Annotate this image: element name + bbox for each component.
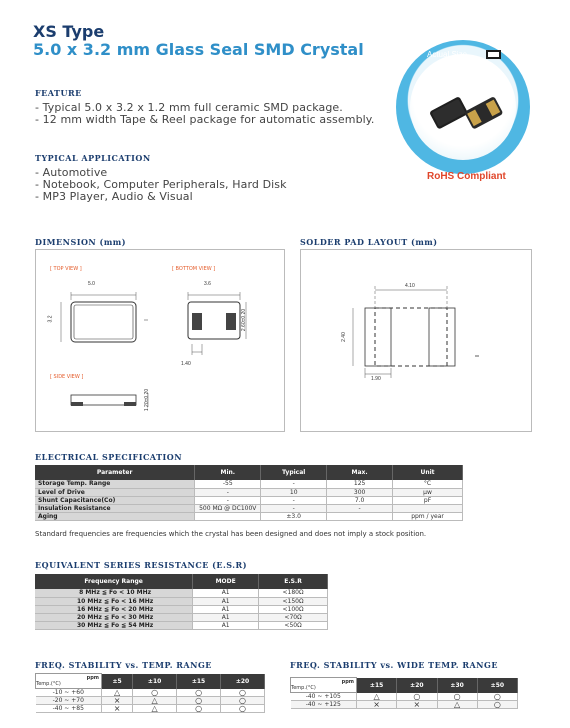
column-header: ±15 <box>177 674 221 689</box>
freq-wide-heading: FREQ. STABILITY vs. WIDE TEMP. RANGE <box>290 660 498 670</box>
electrical-heading: ELECTRICAL SPECIFICATION <box>35 452 183 462</box>
dimension-drawing <box>36 250 286 433</box>
table-row: 16 MHz ≦ Fo < 20 MHz A1 <100Ω <box>35 605 328 613</box>
feature-heading: FEATURE <box>35 88 82 98</box>
application-list <box>35 167 287 203</box>
pad-width-dim: 1.40 <box>181 361 191 367</box>
table-row: -40 ~ +105 △ ○ ○ ○ <box>291 693 518 701</box>
feature-item: - Typical 5.0 x 3.2 x 1.2 mm full ceramic SMD package. <box>35 101 343 114</box>
column-header: ±20 <box>221 674 265 689</box>
top-view-label: [ TOP VIEW ] <box>50 266 82 272</box>
solder-height-dim: 2.40 <box>340 332 347 342</box>
column-header: ±50 <box>477 678 517 693</box>
esr-table <box>35 574 328 630</box>
table-row: Level of Drive - 10 300 μw <box>35 488 463 496</box>
column-header: ±20 <box>397 678 437 693</box>
solder-span-dim: 4.10 <box>405 283 415 289</box>
column-header: Frequency Range <box>35 574 193 589</box>
electrical-table <box>35 465 463 521</box>
application-item: - Notebook, Computer Peripherals, Hard Disk <box>35 178 287 191</box>
actual-size-label: Actual Size <box>427 50 468 59</box>
solder-drawing <box>301 250 533 433</box>
column-header: Min. <box>195 465 261 480</box>
table-row: 8 MHz ≦ Fo < 10 MHz A1 <180Ω <box>35 589 328 597</box>
column-header: ±10 <box>133 674 177 689</box>
column-header: Parameter <box>35 465 195 480</box>
column-header: ±15 <box>357 678 397 693</box>
freq-wide-table <box>290 677 518 709</box>
dimension-heading: DIMENSION (mm) <box>35 237 127 247</box>
bottom-width-dim: 3.6 <box>204 281 211 287</box>
bottom-view-label: [ BOTTOM VIEW ] <box>172 266 216 272</box>
table-row: Aging ±3.0 ppm / year <box>35 512 463 520</box>
application-item: - MP3 Player, Audio & Visual <box>35 190 193 203</box>
corner-ppm: ppm <box>86 675 99 681</box>
column-header: ±30 <box>437 678 477 693</box>
crystal-photo-icon <box>396 40 530 174</box>
electrical-note: Standard frequencies are frequencies which the crystal has been designed and does not imply a stock position. <box>35 530 427 538</box>
bottom-height-dim: 2.60±0.20 <box>241 308 248 332</box>
table-row: -40 ~ +85 × △ ○ ○ <box>36 705 265 713</box>
product-type-title: XS Type <box>33 22 105 41</box>
table-row: -10 ~ +60 △ ○ ○ ○ <box>36 689 265 697</box>
column-header: MODE <box>193 574 259 589</box>
actual-size-box-icon <box>486 50 501 59</box>
table-row: -40 ~ +125 × × △ ○ <box>291 701 518 709</box>
solder-diagram <box>300 249 532 432</box>
column-header: Typical <box>261 465 327 480</box>
corner-ppm: ppm <box>341 679 354 685</box>
table-row: Storage Temp. Range -55 - 125 °C <box>35 480 463 488</box>
table-row: Insulation Resistance 500 MΩ @ DC100V - - <box>35 504 463 512</box>
product-subtitle: 5.0 x 3.2 mm Glass Seal SMD Crystal <box>33 40 364 59</box>
side-view-label: [ SIDE VIEW ] <box>50 374 84 380</box>
application-heading: TYPICAL APPLICATION <box>35 153 151 163</box>
corner-temp: Temp.(°C) <box>36 681 61 687</box>
table-row: Shunt Capacitance(Co) - - 7.0 pF <box>35 496 463 504</box>
column-header: ±5 <box>102 674 133 689</box>
table-row: 10 MHz ≦ Fo < 16 MHz A1 <150Ω <box>35 597 328 605</box>
solder-pad-dim: 1.90 <box>371 376 381 382</box>
top-width-dim: 5.0 <box>88 281 95 287</box>
corner-temp: Temp.(°C) <box>291 685 316 691</box>
table-row: -20 ~ +70 × △ ○ ○ <box>36 697 265 705</box>
freq-stability-table <box>35 673 265 713</box>
dimension-diagram <box>35 249 285 432</box>
column-header: Max. <box>327 465 393 480</box>
top-height-dim: 3.2 <box>47 315 54 323</box>
column-header: Unit <box>393 465 463 480</box>
rohs-label: RoHS Compliant <box>427 171 506 182</box>
table-row: 30 MHz ≦ Fo ≦ 54 MHz A1 <50Ω <box>35 621 328 629</box>
column-header: E.S.R <box>259 574 328 589</box>
esr-heading: EQUIVALENT SERIES RESISTANCE (E.S.R) <box>35 560 247 570</box>
feature-list <box>35 102 374 126</box>
solder-heading: SOLDER PAD LAYOUT (mm) <box>300 237 438 247</box>
table-row: 20 MHz ≦ Fo < 30 MHz A1 <70Ω <box>35 613 328 621</box>
freq-stability-heading: FREQ. STABILITY vs. TEMP. RANGE <box>35 660 212 670</box>
actual-size-badge <box>396 40 530 174</box>
feature-item: - 12 mm width Tape & Reel package for automatic assembly. <box>35 113 375 126</box>
application-item: - Automotive <box>35 166 108 179</box>
side-height-dim: 1.20±0.20 <box>144 388 151 412</box>
